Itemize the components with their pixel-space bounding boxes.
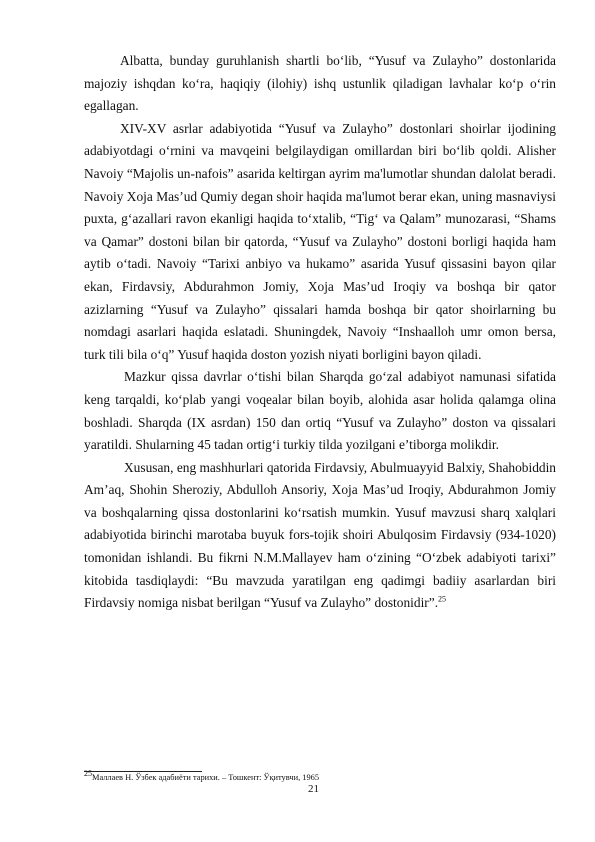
paragraph-3: Mazkur qissa davrlar o‘tishi bilan Sharqda go‘zal adabiyot namunasi sifatida keng tarqaldi, ko‘plab yangi voqealar bilan boyib, alohida asar holida qalamga olina boshladi. Sharqda (IX asrdan) 150 dan ortiq “Yusuf va Zulayho” doston va qissalari yaratildi. Shularning 45 tadan ortig‘i turkiy tilda yozilgani e’tiborga molikdir. (84, 369, 556, 453)
paragraph-4-text: Xususan, eng mashhurlari qatorida Firdavsiy, Abulmuayyid Balxiy, Shahobiddin Am’aq, Shohin Sheroziy, Abdulloh Ansoriy, Xoja Mas’ud Iroqiy, Abdurahmon Jomiy va boshqalarning qissa dostonlarini ko‘rsatish mumkin. Yusuf mavzusi sharq xalqlari adabiyotida birinchi marotaba buyuk fors-tojik shoiri Abulqosim Firdavsiy (934-1020) tomonidan ishlandi. Bu fikrni N.M.Mallayev ham o‘zining “O‘zbek adabiyoti tarixi” kitobida tasdiqlaydi: “Bu mavzuda yaratilgan eng qadimgi badiiy asarlardan biri Firdavsiy nomiga nisbat berilgan “Yusuf va Zulayho” dostonidir”. (84, 459, 556, 611)
footnote-separator (84, 771, 202, 772)
paragraph-4 (84, 457, 556, 615)
footnote-text: Маллаев Н. Ўзбек адабиёти тарихи. – Тошкент: Ўқитувчи, 1965 (92, 773, 320, 782)
paragraph-1: Albatta, bunday guruhlanish shartli bo‘lib, “Yusuf va Zulayho” dostonlarida majoziy ishqdan ko‘ra, haqiqiy (ilohiy) ishq ustunlik qiladigan lavhalar ko‘p o‘rin egallagan. (84, 53, 556, 114)
footnote (84, 769, 320, 782)
page-number: 21 (308, 783, 319, 795)
document-body (84, 50, 556, 615)
footnote-marker: 25 (84, 769, 92, 779)
paragraph-2: XIV-XV asrlar adabiyotida “Yusuf va Zulayho” dostonlari shoirlar ijodining adabiyotdagi o‘rnini va mavqeini belgilaydigan omillardan biri bo‘lib qoldi. Alisher Navoiy “Majolis un-nafois” asarida keltirgan ayrim ma'lumotlar shundan dalolat beradi. Navoiy Xoja Mas’ud Qumiy degan shoir haqida ma'lumot berar ekan, uning masnaviysi puxta, g‘azallari ravon ekanligi haqida to‘xtalib, “Tig‘ va Qalam” munozarasi, “Shams va Qamar” dostoni bilan bir qatorda, “Yusuf va Zulayho” dostoni borligi haqida ham aytib o‘tadi. Navoiy “Tarixi anbiyo va hukamo” asarida Yusuf qissasini bayon qilar ekan, Firdavsiy, Abdurahmon Jomiy, Xoja Mas’ud Iroqiy va boshqa bir qator azizlarning “Yusuf va Zulayho” qissalari hamda boshqa bir qator shoirlarning bu nomdagi asarlari haqida eslatadi. Shuningdek, Navoiy “Inshaalloh umr omon bersa, turk tili bila o‘q” Yusuf haqida doston yozish niyati borligini bayon qiladi. (84, 120, 556, 362)
footnote-reference: 25 (438, 594, 447, 604)
